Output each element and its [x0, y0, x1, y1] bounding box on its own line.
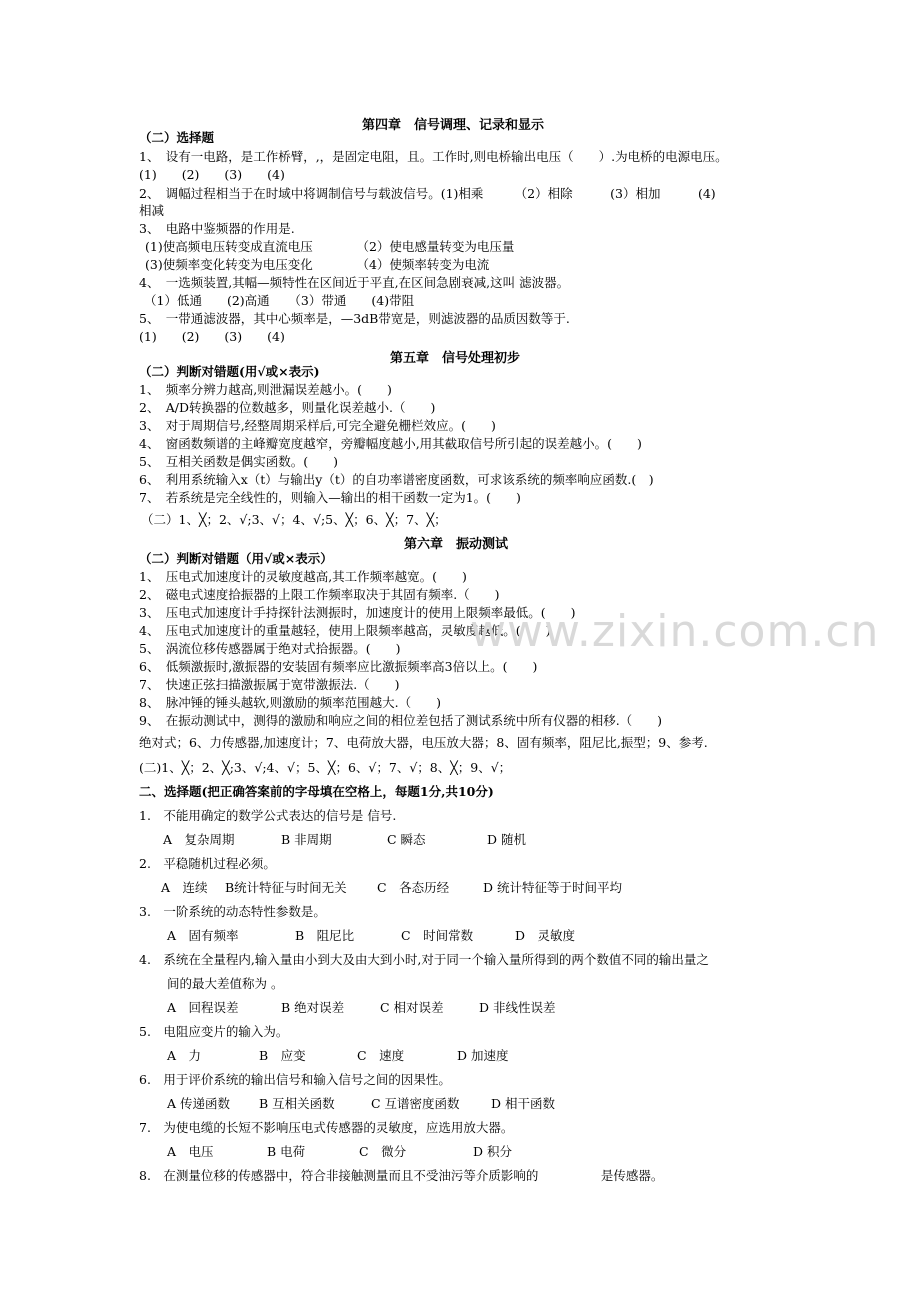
option: C 相对误差	[380, 1000, 444, 1015]
ch6-section-heading: （二）判断对错题（用√或×表示）	[139, 551, 333, 566]
ch6-answer: (二)1、╳；2、╳;3、√;4、√；5、╳；6、√；7、√；8、╳；9、√；	[139, 760, 512, 775]
ch4-section-heading: （二）选择题	[139, 130, 215, 145]
option: C 瞬态	[387, 832, 426, 847]
option: A 复杂周期	[163, 832, 235, 847]
watermark: www.zixin.com.cn	[470, 606, 880, 657]
ch4-q1-options: (1) (2) (3) (4)	[139, 167, 285, 182]
option: A 连续	[161, 880, 208, 895]
option: B统计特征与时间无关	[225, 880, 347, 895]
option: B 电荷	[267, 1144, 306, 1159]
option: A 传递函数	[167, 1096, 231, 1111]
ch5-item: 7、 若系统是完全线性的，则输入—输出的相干函数一定为1。( )	[139, 490, 521, 505]
option: A 固有频率	[167, 928, 239, 943]
p2-options	[163, 832, 526, 848]
ch4-q4: 4、 一选频装置,其幅—频特性在区间近于平直,在区间急剧衰减,这叫 滤波器。	[139, 275, 570, 290]
ch4-q3-options-2: (3)使频率变化转变为电压变化 （4）使频率转变为电流	[145, 257, 490, 272]
ch6-item: 6、 低频激振时,激振器的安装固有频率应比激振频率高3倍以上。( )	[139, 659, 538, 674]
option: A 电压	[167, 1144, 214, 1159]
option: B 阻尼比	[295, 928, 355, 943]
ch5-answer: （二）1、╳；2、√;3、√；4、√;5、╳；6、╳；7、╳；	[141, 512, 447, 527]
ch4-q3-options-1: (1)使高频电压转变成直流电压 （2）使电感量转变为电压量	[145, 239, 515, 254]
p2-options	[167, 1096, 555, 1112]
p2-options	[167, 928, 575, 944]
p2-question: 2. 平稳随机过程必须。	[139, 856, 276, 871]
p2-options	[167, 1144, 512, 1160]
p2-question: 8. 在测量位移的传感器中，符合非接触测量而且不受油污等介质影响的 是传感器。	[139, 1168, 664, 1183]
ch5-item: 4、 窗函数频谱的主峰瓣宽度越窄，旁瓣幅度越小,用其截取信号所引起的误差越小。( )	[139, 436, 642, 451]
chapter4-title: 第四章 信号调理、记录和显示	[362, 118, 545, 133]
chapter5-title: 第五章 信号处理初步	[390, 351, 521, 366]
option: B 非周期	[281, 832, 332, 847]
ch4-q4-options: （1）低通 (2)高通 （3）带通 (4)带阻	[144, 293, 415, 308]
p2-options	[167, 1048, 509, 1064]
option: D 加速度	[457, 1048, 509, 1063]
ch6-item: 2、 磁电式速度拾振器的上限工作频率取决于其固有频率.（ )	[139, 587, 500, 602]
option: C 各态历经	[377, 880, 450, 895]
p2-question: 5. 电阻应变片的输入为。	[139, 1024, 289, 1039]
ch6-item: 9、 在振动测试中，测得的激励和响应之间的相位差包括了测试系统中所有仪器的相移.（ )	[139, 713, 663, 728]
ch6-item: 8、 脉冲锤的锤头越软,则激励的频率范围越大.（ )	[139, 695, 442, 710]
option: D 统计特征等于时间平均	[483, 880, 622, 895]
ch6-item: 7、 快速正弦扫描激振属于宽带激振法.（ )	[139, 677, 400, 692]
p2-question: 6. 用于评价系统的输出信号和输入信号之间的因果性。	[139, 1072, 451, 1087]
ch5-item: 6、 利用系统输入x（t）与输出y（t）的自功率谱密度函数，可求该系统的频率响应函数.( )	[139, 472, 654, 487]
p2-question: 4. 系统在全量程内,输入量由小到大及由大到小时,对于同一个输入量所得到的两个数值不同的输出量之	[139, 952, 709, 967]
ch4-q5-options: (1) (2) (3) (4)	[139, 329, 285, 344]
option: D 非线性误差	[479, 1000, 556, 1015]
p2-options	[167, 1000, 556, 1016]
option: C 时间常数	[401, 928, 474, 943]
ch4-q3: 3、 电路中鉴频器的作用是.	[139, 221, 295, 236]
option: D 相干函数	[491, 1096, 555, 1111]
ch6-item: 1、 压电式加速度计的灵敏度越高,其工作频率越宽。( )	[139, 569, 467, 584]
option: A 回程误差	[167, 1000, 239, 1015]
ch4-q5: 5、 一带通滤波器，其中心频率是，—3dB带宽是，则滤波器的品质因数等于.	[139, 311, 570, 326]
ch5-item: 1、 频率分辨力越高,则泄漏误差越小。( )	[139, 382, 392, 397]
option: D 积分	[473, 1144, 512, 1159]
ch5-item: 2、 A/D转换器的位数越多，则量化误差越小.（ )	[139, 400, 436, 415]
p2-question: 3. 一阶系统的动态特性参数是。	[139, 904, 326, 919]
ch6-item: 4、 压电式加速度计的重量越轻，使用上限频率越高，灵敏度越低。( )	[139, 623, 551, 638]
p2-question: 7. 为使电缆的长短不影响压电式传感器的灵敏度，应选用放大器。	[139, 1120, 514, 1135]
ch5-item: 3、 对于周期信号,经整周期采样后,可完全避免栅栏效应。( )	[139, 418, 496, 433]
part2-title: 二、选择题(把正确答案前的字母填在空格上，每题1分,共10分)	[139, 784, 494, 799]
option: B 互相关函数	[259, 1096, 335, 1111]
option: D 灵敏度	[515, 928, 576, 943]
p2-options	[161, 880, 622, 896]
chapter6-title: 第六章 振动测试	[404, 537, 509, 552]
option: C 速度	[357, 1048, 405, 1063]
ch6-item: 3、 压电式加速度计手持探针法测振时，加速度计的使用上限频率最低。( )	[139, 605, 576, 620]
option: C 互谱密度函数	[371, 1096, 460, 1111]
option: A 力	[167, 1048, 202, 1063]
option: B 应变	[259, 1048, 306, 1063]
ch5-section-heading: （二）判断对错题(用√或×表示)	[139, 364, 320, 379]
ch4-q2-cont: 相减	[139, 203, 165, 218]
ch6-note: 绝对式；6、力传感器,加速度计；7、电荷放大器，电压放大器；8、固有频率，阻尼比,振型；9、参考.	[139, 735, 708, 750]
ch4-q1: 1、 设有一电路，是工作桥臂，,，是固定电阻，且。工作时,则电桥输出电压（ ）.为电桥的电源电压。	[139, 149, 728, 164]
option: B 绝对误差	[281, 1000, 345, 1015]
p2-question-cont: 间的最大差值称为 。	[167, 976, 284, 991]
p2-question: 1. 不能用确定的数学公式表达的信号是 信号.	[139, 808, 397, 823]
option: D 随机	[487, 832, 526, 847]
option: C 微分	[359, 1144, 407, 1159]
ch6-item: 5、 涡流位移传感器属于绝对式拾振器。( )	[139, 641, 401, 656]
ch4-q2: 2、 调幅过程相当于在时域中将调制信号与载波信号。(1)相乘 （2）相除 (3）相加 (4)	[139, 186, 716, 201]
ch5-item: 5、 互相关函数是偶实函数。( )	[139, 454, 338, 469]
